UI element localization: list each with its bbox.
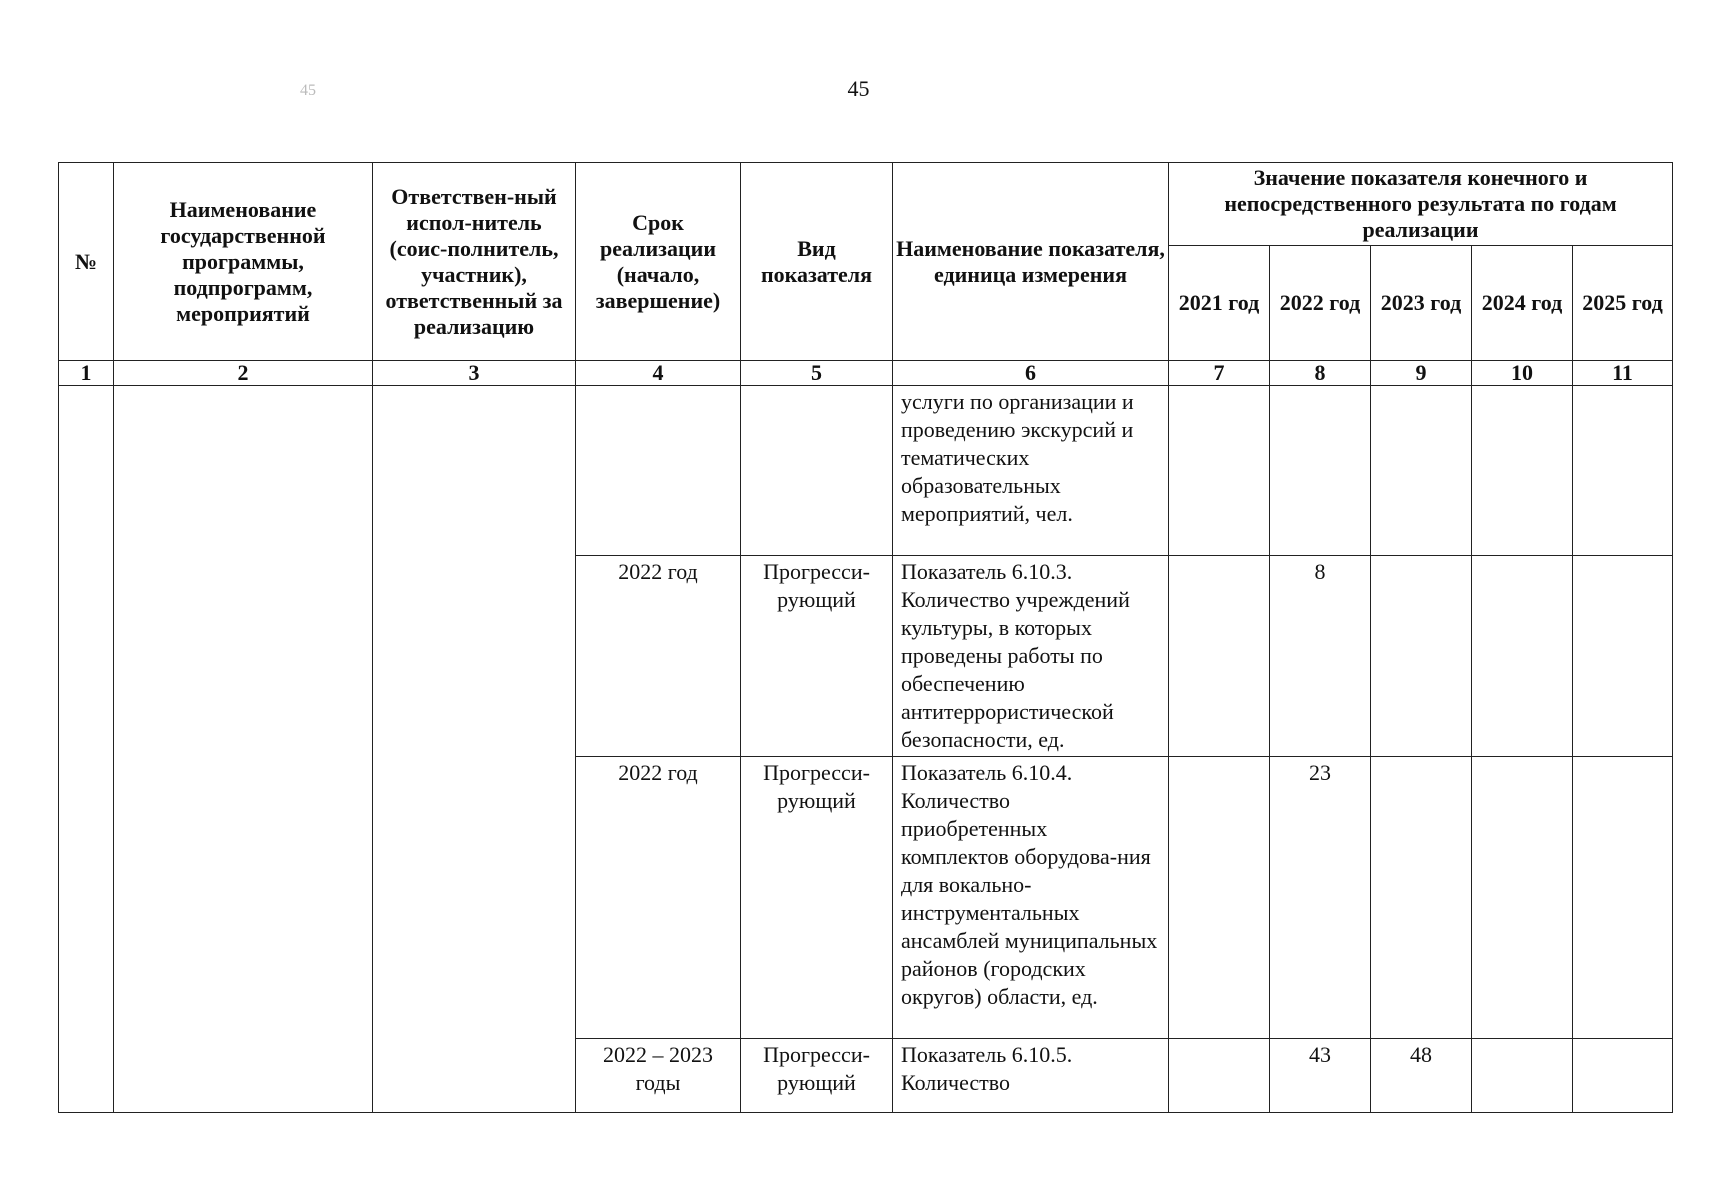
cell-term: 2022 – 2023 годы [576,1039,741,1113]
cell-indicator-kind [741,386,893,556]
header-indicator-kind: Вид показателя [741,163,893,361]
column-number: 3 [373,361,576,386]
cell-value-2022: 8 [1270,556,1371,757]
column-number: 8 [1270,361,1371,386]
column-number: 10 [1472,361,1573,386]
cell-value-2022: 23 [1270,757,1371,1039]
page-number: 45 [847,76,870,101]
cell-value-2021 [1169,757,1270,1039]
cell-value-2021 [1169,386,1270,556]
column-number: 7 [1169,361,1270,386]
cell-value-2023 [1371,757,1472,1039]
column-number: 6 [893,361,1169,386]
cell-value-2024 [1472,1039,1573,1113]
cell-value-2022 [1270,386,1371,556]
cell-value-2023 [1371,556,1472,757]
cell-program-name [114,386,373,1113]
cell-value-2025 [1573,757,1673,1039]
header-number: № [59,163,114,361]
cell-responsible [373,386,576,1113]
cell-value-2024 [1472,757,1573,1039]
cell-value-2023: 48 [1371,1039,1472,1113]
column-number: 9 [1371,361,1472,386]
cell-indicator-kind: Прогресси-рующий [741,1039,893,1113]
cell-value-2021 [1169,1039,1270,1113]
header-responsible: Ответствен-ный испол-нитель (соис-полнитель, участник), ответственный за реализацию [373,163,576,361]
cell-term [576,386,741,556]
cell-value-2022: 43 [1270,1039,1371,1113]
cell-indicator-name: услуги по организации и проведению экскурсий и тематических образовательных мероприятий, чел. [893,386,1169,556]
table-row [59,386,1673,556]
header-year-2023: 2023 год [1371,246,1472,361]
cell-number [59,386,114,1113]
results-table [58,162,1673,1113]
header-year-2024: 2024 год [1472,246,1573,361]
cell-value-2025 [1573,1039,1673,1113]
header-values-group: Значение показателя конечного и непосредственного результата по годам реализации [1169,163,1673,246]
column-number: 11 [1573,361,1673,386]
cell-value-2024 [1472,386,1573,556]
header-year-2021: 2021 год [1169,246,1270,361]
cell-indicator-name: Показатель 6.10.4. Количество приобретенных комплектов оборудова-ния для вокально-инструментальных ансамблей муниципальных районов (городских округов) области, ед. [893,757,1169,1039]
cell-value-2024 [1472,556,1573,757]
cell-value-2021 [1169,556,1270,757]
column-numbers-row [59,361,1673,386]
cell-term: 2022 год [576,757,741,1039]
column-number: 2 [114,361,373,386]
cell-value-2025 [1573,556,1673,757]
column-number: 5 [741,361,893,386]
column-number: 1 [59,361,114,386]
cell-indicator-kind: Прогресси-рующий [741,556,893,757]
cell-value-2023 [1371,386,1472,556]
cell-indicator-name: Показатель 6.10.5. Количество [893,1039,1169,1113]
header-program-name: Наименование государственной программы, подпрограмм, мероприятий [114,163,373,361]
header-indicator-name: Наименование показателя, единица измерения [893,163,1169,361]
cell-term: 2022 год [576,556,741,757]
cell-indicator-name: Показатель 6.10.3. Количество учреждений культуры, в которых проведены работы по обеспечению антитеррористической безопасности, ед. [893,556,1169,757]
header-term: Срок реализации (начало, завершение) [576,163,741,361]
faint-page-mark: 45 [300,82,316,99]
header-year-2025: 2025 год [1573,246,1673,361]
header-year-2022: 2022 год [1270,246,1371,361]
column-number: 4 [576,361,741,386]
cell-indicator-kind: Прогресси-рующий [741,757,893,1039]
cell-value-2025 [1573,386,1673,556]
